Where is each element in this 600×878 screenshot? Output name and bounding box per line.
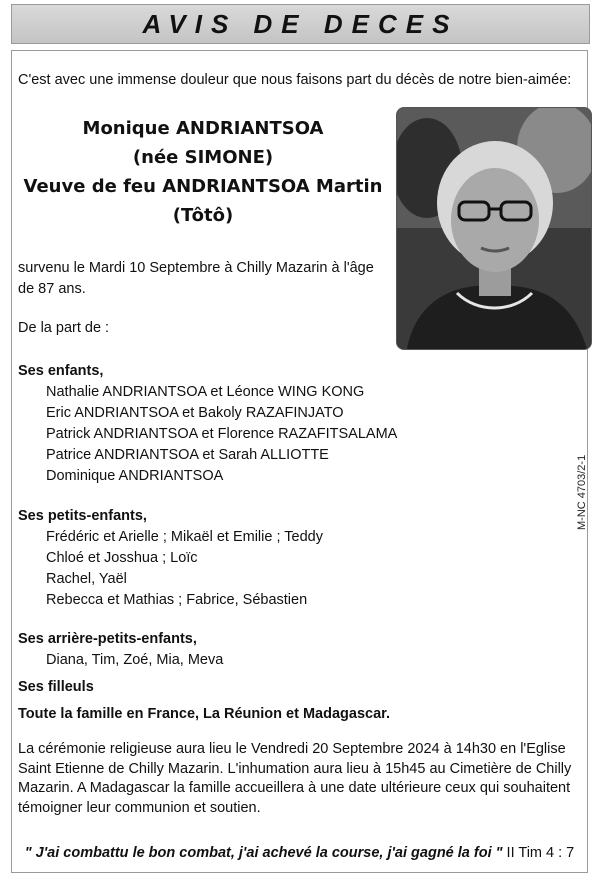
- list-item: Dominique ANDRIANTSOA: [46, 468, 224, 484]
- nickname: (Tôtô): [172, 205, 234, 226]
- deceased-name-block: [18, 114, 388, 230]
- page-title: AVIS DE DECES: [142, 8, 459, 39]
- bible-quote: [11, 845, 588, 861]
- list-item: Rachel, Yaël: [46, 571, 127, 587]
- list-item: Patrice ANDRIANTSOA et Sarah ALLIOTTE: [46, 447, 329, 463]
- death-details: survenu le Mardi 10 Septembre à Chilly Mazarin à l'âge de 87 ans.: [18, 260, 374, 297]
- from-label: De la part de :: [18, 320, 110, 336]
- children-section: [18, 361, 397, 487]
- reference-code: M-NC 4703/2-1: [576, 454, 588, 530]
- list-item: Patrick ANDRIANTSOA et Florence RAZAFITSALAMA: [46, 426, 398, 442]
- grandchildren-section: [18, 506, 323, 611]
- quote-text: " J'ai combattu le bon combat, j'ai achevé la course, j'ai gagné la foi ": [24, 845, 503, 861]
- maiden-name: (née SIMONE): [132, 147, 274, 168]
- ceremony-details: La cérémonie religieuse aura lieu le Vendredi 20 Septembre 2024 à 14h30 en l'Eglise Saint Etienne de Chilly Mazarin. L'inhumation aura lieu à 15h45 au Cimetière de Chilly Mazarin. A Madagascar la famille accueillera à une date ultérieure ceux qui souhaitent témoigner leur communion et soutien.: [18, 741, 572, 816]
- great-grandchildren-section: [18, 629, 223, 671]
- deceased-name: Monique ANDRIANTSOA: [82, 118, 324, 139]
- list-item: Chloé et Josshua ; Loïc: [46, 550, 198, 566]
- grandchildren-heading: Ses petits-enfants,: [18, 508, 147, 524]
- widow-of: Veuve de feu ANDRIANTSOA Martin: [23, 176, 383, 197]
- list-item: Frédéric et Arielle ; Mikaël et Emilie ; Teddy: [46, 529, 323, 545]
- intro-text: C'est avec une immense douleur que nous faisons part du décès de notre bien-aimée:: [18, 72, 572, 88]
- header-banner: [11, 4, 590, 44]
- quote-source: II Tim 4 : 7: [506, 845, 575, 861]
- family-line: Toute la famille en France, La Réunion et Madagascar.: [18, 706, 391, 722]
- list-item: Rebecca et Mathias ; Fabrice, Sébastien: [46, 592, 308, 608]
- portrait-photo: [396, 107, 592, 350]
- children-heading: Ses enfants,: [18, 363, 104, 379]
- list-item: Diana, Tim, Zoé, Mia, Meva: [46, 652, 224, 668]
- godchildren-heading: Ses filleuls: [18, 679, 94, 695]
- list-item: Eric ANDRIANTSOA et Bakoly RAZAFINJATO: [46, 405, 344, 421]
- great-grandchildren-heading: Ses arrière-petits-enfants,: [18, 631, 197, 647]
- list-item: Nathalie ANDRIANTSOA et Léonce WING KONG: [46, 384, 365, 400]
